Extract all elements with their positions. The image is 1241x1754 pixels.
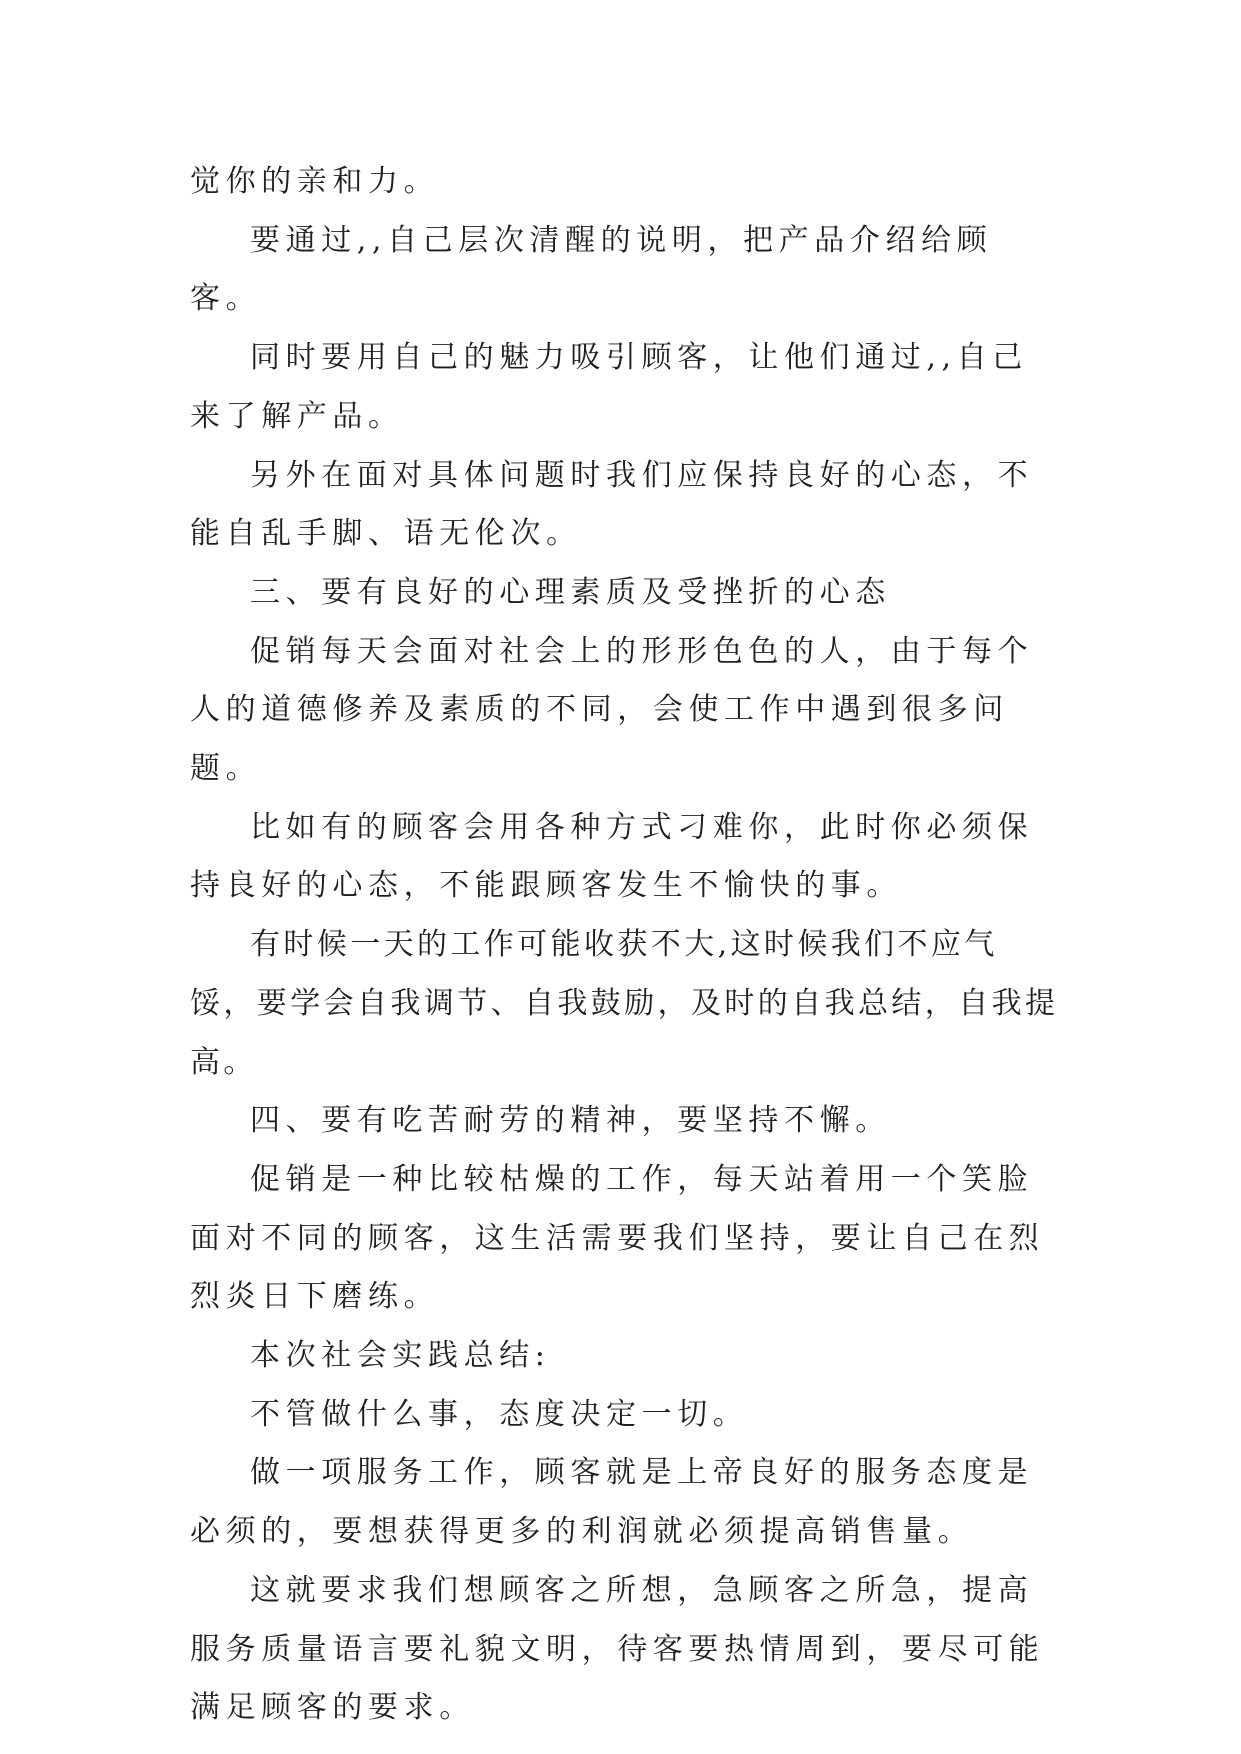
document-body (190, 153, 1060, 1738)
paragraph: 比如有的顾客会用各种方式刁难你，此时你必须保持良好的心态，不能跟顾客发生不愉快的事。 (190, 809, 1034, 904)
paragraph: 另外在面对具体问题时我们应保持良好的心态，不能自乱手脚、语无伦次。 (190, 457, 1034, 552)
paragraph: 同时要用自己的魅力吸引顾客，让他们通过,,自己来了解产品。 (190, 340, 1028, 434)
paragraph: 觉你的亲和力。 (190, 164, 440, 199)
paragraph: 促销每天会面对社会上的形形色色的人，由于每个人的道德修养及素质的不同，会使工作中遇到很多问题。 (190, 633, 1034, 787)
paragraph: 做一项服务工作，顾客就是上帝良好的服务态度是必须的，要想获得更多的利润就必须提高销售量。 (190, 1455, 1034, 1550)
section-heading: 三、要有良好的心理素质及受挫折的心态 (250, 574, 891, 610)
paragraph: 有时候一天的工作可能收获不大,这时候我们不应气馁，要学会自我调节、自我鼓励，及时的自我总结，自我提高。 (190, 927, 1059, 1080)
section-heading: 四、要有吃苦耐劳的精神，要坚持不懈。 (250, 1103, 891, 1139)
paragraph: 促销是一种比较枯燥的工作，每天站着用一个笑脸面对不同的顾客，这生活需要我们坚持，要让自己在烈烈炎日下磨练。 (190, 1161, 1045, 1315)
paragraph: 这就要求我们想顾客之所想，急顾客之所急，提高服务质量语言要礼貌文明，待客要热情周到，要尽可能满足顾客的要求。 (190, 1572, 1045, 1726)
paragraph: 不管做什么事，态度决定一切。 (250, 1396, 749, 1432)
summary-heading: 本次社会实践总结: (250, 1338, 551, 1374)
paragraph: 要通过,,自己层次清醒的说明，把产品介绍给顾客。 (190, 222, 993, 317)
